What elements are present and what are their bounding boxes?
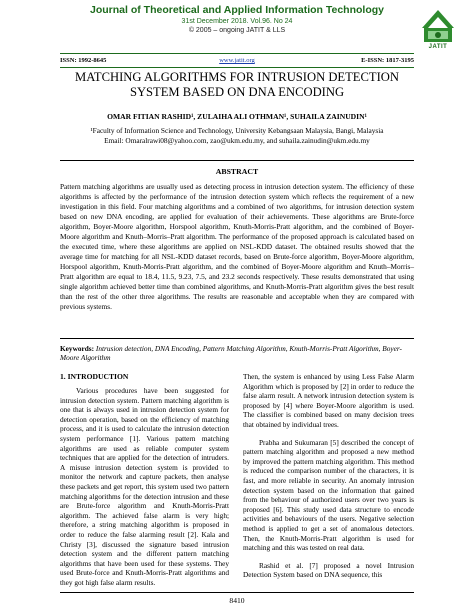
column-left	[60, 386, 229, 595]
emails: Email: Omaralrawi08@yahoo.com, zao@ukm.edu.my, and suhaila.zainudin@ukm.edu.my	[104, 136, 370, 145]
header-rule-top	[60, 53, 414, 54]
abstract-rule-top	[60, 160, 414, 161]
paper-title: MATCHING ALGORITHMS FOR INTRUSION DETECTION SYSTEM BASED ON DNA ENCODING	[75, 70, 399, 99]
header-rule-bottom	[60, 67, 414, 68]
footer-rule	[60, 592, 414, 593]
journal-title: Journal of Theoretical and Applied Information Technology	[89, 4, 384, 16]
column-right	[243, 372, 414, 588]
issn-print: ISSN: 1992-8645	[60, 57, 107, 64]
affiliation-block	[0, 126, 474, 146]
intro-paragraph-2: Then, the system is enhanced by using Less False Alarm Algorithm which is proposed by [2] in order to reduce the false alarm result. A network intrusion detection system is proposed by [4] where Boyer-Moore algorithm is used. The classifier is combined based on many decision trees that obtained by individual trees.	[243, 372, 414, 429]
section-heading-introduction: 1. INTRODUCTION	[60, 372, 129, 381]
keywords-label: Keywords:	[60, 344, 95, 353]
affiliation: ¹Faculty of Information Science and Technology, University Kebangsaan Malaysia, Bangi, Malaysia	[90, 126, 384, 135]
jatit-logo-icon	[418, 6, 458, 48]
journal-copyright: © 2005 – ongoing JATIT & LLS	[188, 27, 286, 34]
logo-text: JATIT	[428, 44, 448, 50]
authors: OMAR FITIAN RASHID¹, ZULAIHA ALI OTHMAN¹, SUHAILA ZAINUDIN¹	[107, 112, 367, 121]
abstract-rule-bottom	[60, 338, 414, 339]
intro-paragraph-3: Prabha and Sukumaran [5] described the concept of pattern matching algorithm and proposed a new method by improved the pattern matching algorithm. This method is reduced the comparison number of the characters, it is fast, and more reliable in security. An anomaly intrusion detection system based on the information that gained from the behaviour of authorized users over two years is proposed [6]. This study used data structure to encode activities and behaviours of the users. Negative selection method is applied to get a set of anomalous detectors. Then, the Knuth-Morris-Pratt algorithm is used for matching and this was tested on real data.	[243, 437, 414, 553]
page-number: 8410	[229, 596, 245, 605]
intro-paragraph-4: Rashid et al. [7] proposed a novel Intrusion Detection System based on DNA sequence, this	[243, 560, 414, 580]
journal-date-volume: 31st December 2018. Vol.96. No 24	[181, 18, 293, 25]
abstract-text: Pattern matching algorithms are usually used as detecting process in intrusion detection system. The efficiency of these algorithms is affected by the performance of the intrusion detection system which reflects the requirement of a new investigation in this field. Four matching algorithms and a combined of two algorithms, for intrusion detection system based on new DNA encoding, are applied for evaluation of their achievements. These algorithms are Brute-force algorithm, Boyer-Moore algorithm, Horspool algorithm, Knuth-Morris-Pratt algorithm, and the combined of Boyer-Moore algorithm and Knuth–Morris–Pratt algorithm. The performance of the proposed approach is calculated based on the executed time, where these algorithms are applied on NSL-KDD dataset. The obtained results showed that the average time for matching for all NSL-KDD dataset records, based on Brute-force algorithm, Boyer-Moore algorithm, Horspool algorithm, Knuth-Morris-Pratt algorithm, and the combined of Boyer-Moore algorithm and Knuth–Morris–Pratt algorithm are equal to 18.4, 11.5, 9.23, 7.5, and 23.2 seconds respectively. These results demonstrated that using single algorithm achieved better time than combined algorithms, and Knuth-Morris-Pratt algorithm gives the best result than the rest of the other three algorithms. The results are reasonable and acceptable when they are compared with previous systems.	[60, 182, 414, 311]
abstract-heading: ABSTRACT	[215, 167, 259, 176]
keywords	[60, 344, 414, 362]
issn-online: E-ISSN: 1817-3195	[361, 57, 414, 64]
website-link[interactable]: www.jatit.org	[219, 57, 255, 64]
keywords-list: Intrusion detection, DNA Encoding, Pattern Matching Algorithm, Knuth-Morris-Pratt Algorithm, Boyer-Moore Algorithm	[60, 344, 402, 362]
intro-paragraph-1: Various procedures have been suggested for intrusion detection system. Pattern matching algorithm is one that is always used in intrusion detection system for detection operation, based on the efficiency of matching process, and it is used to calculate the intrusion detection system performance [1]. Various pattern matching algorithms are used as reliable computer system techniques that are applied for the detection of intruders. A misuse intrusion detection system is provided to monitor the network and capture packets, then analyse these packets and get report, this system used two pattern matching algorithms for the detection intrusion and these are Brute-force algorithm and Knuth-Morris-Pratt algorithm. The achieved false alarm is very high; therefore, a string matching algorithm is proposed in order to reduce the false alarming result [2]. Kala and Christy [3], discussed the signature based intrusion detection system and the different pattern matching algorithms that have been used for these systems. They used Brute-force and Knuth-Morris-Pratt algorithms and they got high false alarm results.	[60, 386, 229, 587]
